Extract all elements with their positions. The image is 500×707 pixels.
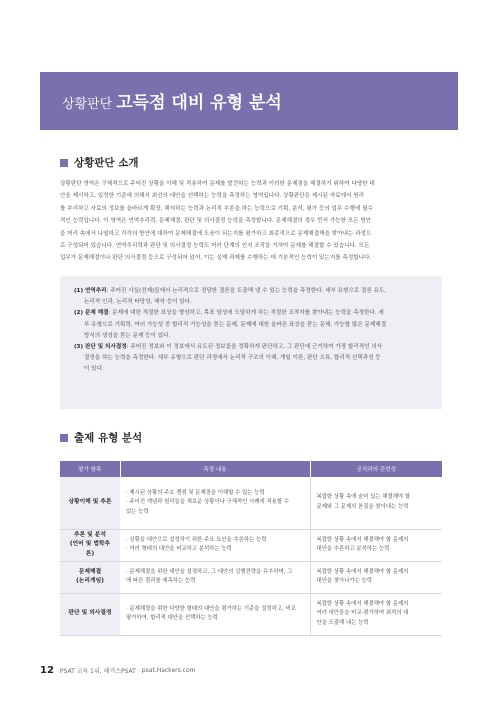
column-header: 평가 항목 [60,461,120,477]
definition-item: (1) 연역추리: 주어진 사실(전제)들에서 논리적으로 정당한 결론을 도출해 낼 수 있는 능력을 측정한다. 세부 유형으로 결론 유도, 논리적 인과, 논리적 타당성, 해석 등이 있다. [74,288,387,306]
row-relevance: 복잡한 상황 속에서 해결해야 할 문제의 여러 대안들을 비교·평가하여 최적의 대 안을 도출해 내는 능력 [310,593,442,635]
row-category: 상황이해 및 추론 [60,477,120,529]
table-row [60,529,442,561]
intro-line: 을 머리 속에서 나열하고 각각의 방안에 대하여 문제해결에 도움이 되는지를 평가하고 최종적으로 문제해결책을 찾아내는 과정으 [60,230,372,237]
table-row [60,593,442,635]
intro-line: 적인 능력입니다. 이 영역은 연역추리력, 문제해결, 판단 및 의사결정 능력을 측정합니다. 문제해결의 경우 민처 가능한 모든 방안 [60,218,372,225]
definition-head: (3) 판단 및 의사결정 [74,344,127,351]
page-title-main: 고득점 대비 유형 분석 [116,93,282,113]
footer-text: PSAT 교육 1위, 해커스PSAT [59,668,136,675]
definition-head: (1) 연역추리 [74,288,107,294]
section-heading-types [60,430,142,445]
intro-paragraph [60,178,442,265]
page-title [62,88,282,113]
intro-line: 안을 제시하고, 일정한 기준에 의해서 최선의 대안을 선택하는 능력을 측정하는 영역입니다. 상황판단은 제시된 자료에서 원리 [60,193,365,200]
category-definitions-box [60,276,442,409]
row-relevance: 복잡한 상황 속에 숨어 있는 해결해야 할 문제와 그 문제의 본질을 찾아내는 능력 [310,477,442,529]
intro-line: 업무가 문제해결이나 판단 의사결정 등으로 구성되어 있어, 이는 실제 과제를 수행하는 데 기본적인 능력이 있는지를 측정합니다. [60,255,372,262]
column-header: 공직과의 관련성 [310,461,442,477]
question-type-table [60,461,442,636]
page-number: 12 [40,665,54,676]
intro-line: 로 구성되어 있습니다. 연역추리력과 판단 및 의사결정 능력도 어러 단계의 인지 조작을 거쳐야 문제를 해결할 수 있습니다. 모든 [60,243,370,250]
table-row [60,477,442,529]
section-heading-intro [60,155,139,170]
row-content: · 상황을 대안으로 설정하기 위한 주요 요인을 추론하는 능력 · 여러 형태의 대안을 비교하고 분석하는 능력 [120,529,310,561]
square-bullet-icon [60,434,68,442]
intro-line: 상황판단 영역은 구체적으로 주어진 상황을 이해 및 적용하여 문제를 발견하는 능력과 이러한 문제점을 해결하기 위하여 다양한 대 [60,181,375,187]
row-category: 추론 및 분석 (언어 및 법학추론) [60,529,120,561]
row-relevance: 복잡한 상황 속에서 해결해야 할 문제의 대안을 찾아나가는 능력 [310,561,442,593]
footer-link[interactable]: psat.Hackers.com [141,667,196,674]
definition-item: (2) 문제 해결: 문제에 대한 적절한 표상을 형성하고, 목표 달성에 도달하게 하는 적절한 조작자를 찾아내는 능력을 측정한다. 세 부 유형으로 기획력, 여러 가능성 중 합리적 가능성을 묻는 문제, 문제에 대한 올바른 표상을 묻는 문제, 가능할 많은 문제해결 방식의 생성을 묻는 문제 등이 있다. [74,310,387,339]
row-category: 판단 및 의사결정 [60,593,120,635]
row-category: 문제해결 (논리게임) [60,561,120,593]
section-title: 상황판단 소개 [74,157,139,169]
row-relevance: 복잡한 상황 속에서 해결해야 할 문제의 대안을 추론하고 분석하는 능력 [310,529,442,561]
square-bullet-icon [60,159,68,167]
table-header-row [60,461,442,477]
row-content: · 문제해결을 위한 다양한 형태의 대안을 평가하는 기준을 설정하고, 비교 평가하여, 합리적 대안을 선택하는 능력 [120,593,310,635]
page-title-prefix: 상황판단 [62,97,113,112]
row-content: · 제시된 상황의 주요 쟁점 및 문제점을 이해할 수 있는 능력 · 주어진 개념과 원리들을 새로운 상황이나 구체적인 사례에 적용할 수 있는 능력 [120,477,310,529]
page-footer [40,665,195,676]
definition-head: (2) 문제 해결 [74,310,109,317]
section-title: 출제 유형 분석 [74,432,143,444]
table-row [60,561,442,593]
definition-item: (3) 판단 및 의사결정: 주어진 정보와 이 정보에서 유도된 정보들을 정확하게 판단하고, 그 판단에 근거하여 가장 합리적인 의사 결정을 하는 능력을 측정한다. 세부 유형으로 판단 과정에서 논리적 구조의 이해, 개일 이론, 판단 오류, 합리적 선택과정 등 이 있다. [74,344,383,373]
row-content: · 문제해결을 위한 대안을 설정하고, 그 대안의 실행전략을 유추하며, 그 에 따른 결과를 예측하는 능력 [120,561,310,593]
column-header: 측정 내용 [120,461,310,477]
intro-line: 를 추리하고 자료의 정보를 올바르게 확장, 해석하는 능력과 논리적 추론을 하는 능력으로 기획, 분석, 평가 등의 업무 수행에 필수 [60,205,373,212]
